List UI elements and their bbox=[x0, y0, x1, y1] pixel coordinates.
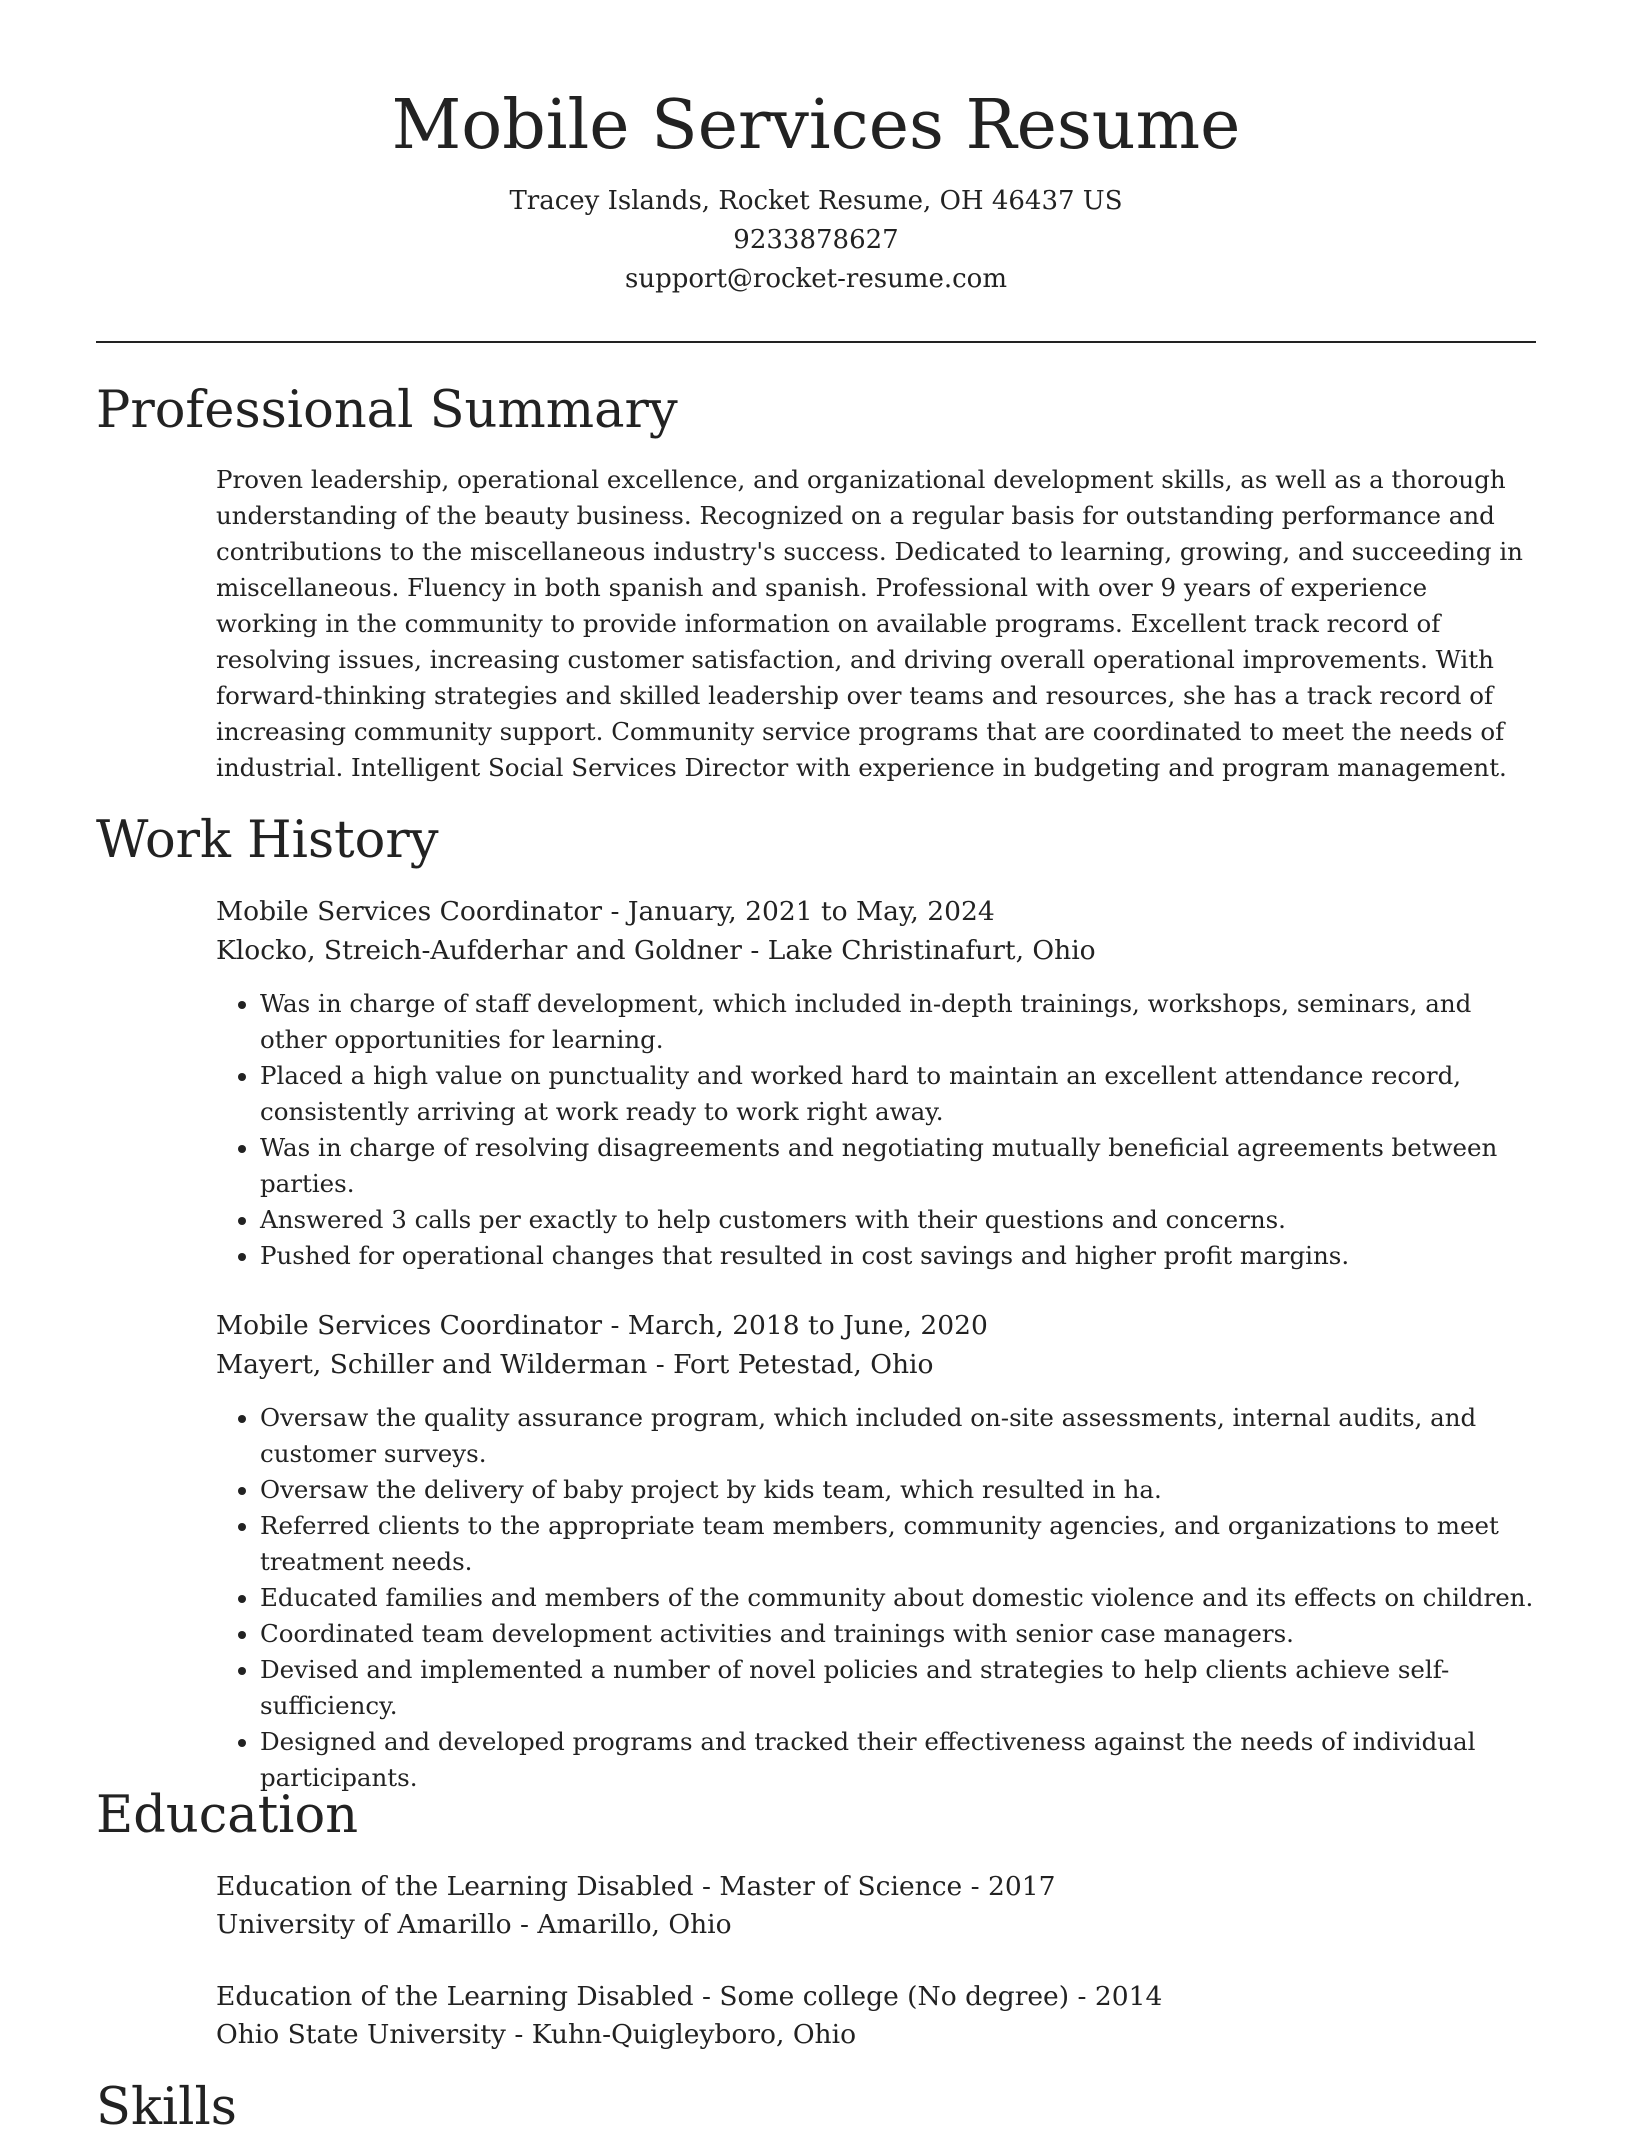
section-title-skills: Skills bbox=[96, 2078, 237, 2137]
job-bullet: • Was in charge of resolving disagreements and negotiating mutually beneficial agreements between parties. bbox=[260, 1130, 1536, 1202]
resume-title: Mobile Services Resume bbox=[391, 86, 1241, 165]
education-school-line: Ohio State University - Kuhn-Quigleyboro, Ohio bbox=[216, 2019, 857, 2050]
job-company-line: Mayert, Schiller and Wilderman - Fort Petestad, Ohio bbox=[216, 1349, 934, 1380]
job-bullet: • Designed and developed programs and tracked their effectiveness against the needs of individual participants. bbox=[260, 1724, 1536, 1796]
header-divider bbox=[96, 341, 1536, 343]
education-degree-line: Education of the Learning Disabled - Master of Science - 2017 bbox=[216, 1871, 1056, 1902]
job-bullet: • Was in charge of staff development, which included in-depth trainings, workshops, seminars, and other opportunities for learning. bbox=[260, 986, 1536, 1058]
section-title-summary: Professional Summary bbox=[96, 381, 678, 440]
job-bullet: • Oversaw the quality assurance program, which included on-site assessments, internal audits, and customer surveys. bbox=[260, 1400, 1536, 1472]
contact-phone: 9233878627 bbox=[733, 225, 899, 255]
job-entry-1 bbox=[216, 892, 1536, 1274]
job-title-line: Mobile Services Coordinator - January, 2021 to May, 2024 bbox=[216, 896, 995, 927]
job-bullet: • Answered 3 calls per exactly to help customers with their questions and concerns. bbox=[260, 1202, 1536, 1238]
job-company-line: Klocko, Streich-Aufderhar and Goldner - Lake Christinafurt, Ohio bbox=[216, 935, 1096, 966]
job-bullet: • Oversaw the delivery of baby project by kids team, which resulted in ha. bbox=[260, 1472, 1536, 1508]
job-bullet: • Educated families and members of the community about domestic violence and its effects on children. bbox=[260, 1580, 1536, 1616]
section-title-education: Education bbox=[96, 1786, 359, 1845]
job-bullet-list bbox=[216, 986, 1536, 1274]
job-bullet-list bbox=[216, 1400, 1536, 1796]
education-degree-line: Education of the Learning Disabled - Some college (No degree) - 2014 bbox=[216, 1981, 1163, 2012]
summary-section bbox=[216, 462, 1536, 786]
job-title-line: Mobile Services Coordinator - March, 2018 to June, 2020 bbox=[216, 1310, 988, 1341]
summary-text: Proven leadership, operational excellence, and organizational development skills, as well as a thorough understanding of the beauty business. Recognized on a regular basis for outstanding performance and contributions to the miscellaneous industry's success. Dedicated to learning, growing, and succeeding in miscellaneous. Fluency in both spanish and spanish. Professional with over 9 years of experience working in the community to provide information on available programs. Excellent track record of resolving issues, increasing customer satisfaction, and driving overall operational improvements. With forward-thinking strategies and skilled leadership over teams and resources, she has a track record of increasing community support. Community service programs that are coordinated to meet the needs of industrial. Intelligent Social Services Director with experience in budgeting and program management. bbox=[216, 465, 1523, 782]
job-bullet: • Pushed for operational changes that resulted in cost savings and higher profit margins. bbox=[260, 1238, 1536, 1274]
section-title-work-history: Work History bbox=[96, 811, 439, 870]
education-school-line: University of Amarillo - Amarillo, Ohio bbox=[216, 1909, 732, 1940]
contact-block bbox=[0, 182, 1632, 299]
job-bullet: • Coordinated team development activities and trainings with senior case managers. bbox=[260, 1616, 1536, 1652]
contact-email: support@rocket-resume.com bbox=[624, 264, 1007, 294]
job-bullet: • Referred clients to the appropriate team members, community agencies, and organizations to meet treatment needs. bbox=[260, 1508, 1536, 1580]
resume-header bbox=[0, 0, 1632, 299]
education-entry-1 bbox=[216, 1868, 1536, 1944]
job-entry-2 bbox=[216, 1306, 1536, 1796]
job-bullet: • Devised and implemented a number of novel policies and strategies to help clients achieve self-sufficiency. bbox=[260, 1652, 1536, 1724]
education-entry-2 bbox=[216, 1978, 1536, 2054]
contact-address: Tracey Islands, Rocket Resume, OH 46437 US bbox=[509, 186, 1123, 216]
job-bullet: • Placed a high value on punctuality and worked hard to maintain an excellent attendance record, consistently arriving at work ready to work right away. bbox=[260, 1058, 1536, 1130]
